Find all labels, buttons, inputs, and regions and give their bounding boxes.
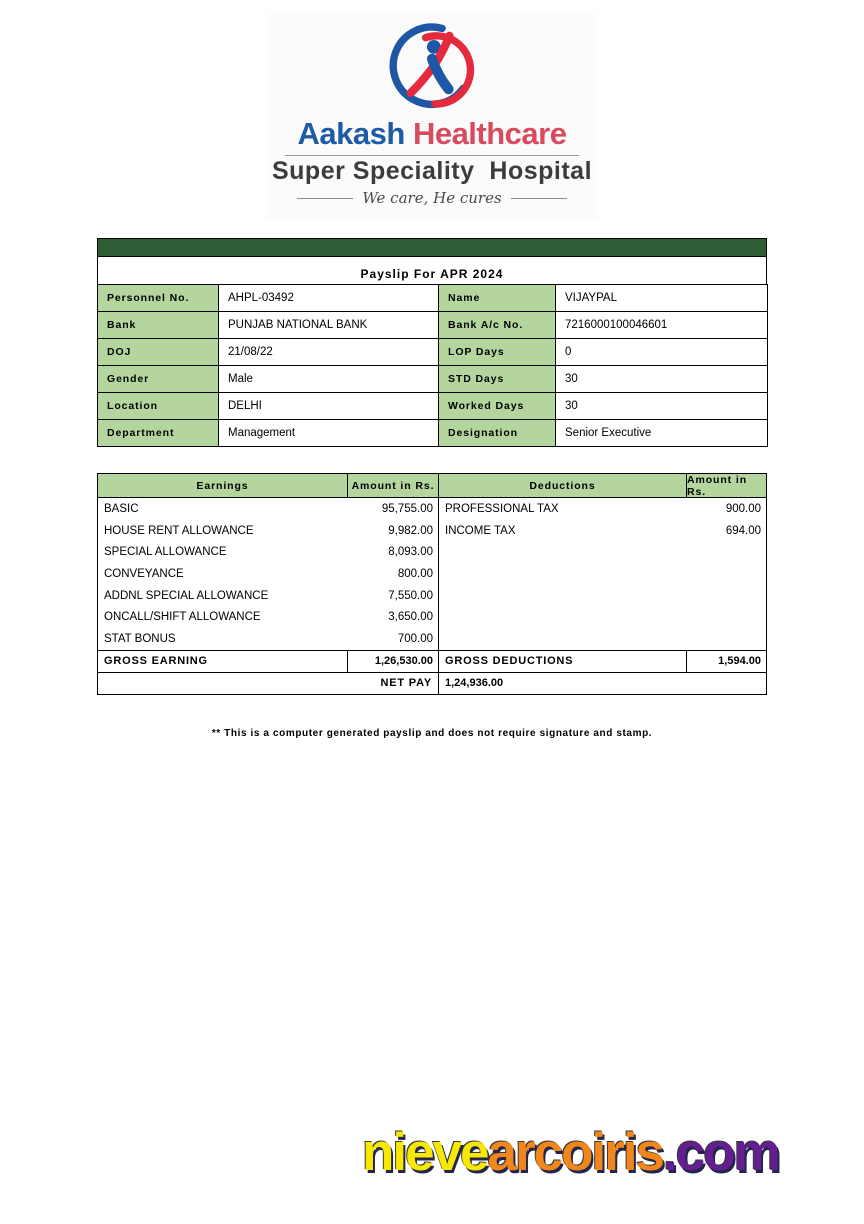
- earning-row: [98, 541, 438, 563]
- employee-info-table: [97, 284, 768, 447]
- earning-name: STAT BONUS: [104, 632, 176, 645]
- earning-name: BASIC: [104, 502, 139, 515]
- deduction-row: [439, 606, 766, 628]
- earning-row: [98, 585, 438, 607]
- gross-deductions-amount: 1,594.00: [718, 655, 761, 668]
- brand-tagline-row: [297, 189, 566, 207]
- info-value: 7216000100046601: [556, 312, 768, 339]
- column-header-amount: Amount in Rs.: [348, 474, 439, 497]
- info-label: Worked Days: [439, 393, 556, 420]
- info-value: VIJAYPAL: [556, 285, 768, 312]
- net-pay-label: NET PAY: [98, 673, 439, 694]
- info-value: 21/08/22: [219, 339, 439, 366]
- brand-divider: [285, 155, 579, 156]
- computer-generated-note: ** This is a computer generated payslip and does not require signature and stamp.: [211, 727, 653, 739]
- info-label: Name: [439, 285, 556, 312]
- info-label: Location: [98, 393, 219, 420]
- earning-name: HOUSE RENT ALLOWANCE: [104, 524, 254, 537]
- earning-name: SPECIAL ALLOWANCE: [104, 546, 227, 559]
- hospital-logo-block: [267, 14, 597, 219]
- hospital-logo-icon: [386, 22, 478, 114]
- earning-name: CONVEYANCE: [104, 567, 184, 580]
- tagline-dash-left: [297, 198, 353, 199]
- earning-row: [98, 498, 438, 520]
- deductions-column: [439, 498, 766, 650]
- gross-earning-amount: 1,26,530.00: [348, 651, 439, 672]
- brand-subtitle: Super Speciality Hospital: [271, 157, 593, 185]
- table-row: [98, 366, 768, 393]
- earning-amount: 3,650.00: [388, 611, 433, 624]
- site-watermark: [362, 1122, 779, 1183]
- deduction-row: [439, 541, 766, 563]
- deduction-amount: 694.00: [725, 524, 761, 537]
- earnings-table-body: [98, 498, 766, 650]
- info-label: Personnel No.: [98, 285, 219, 312]
- earning-amount: 95,755.00: [381, 502, 433, 515]
- info-label: DOJ: [98, 339, 219, 366]
- brand-tagline: We care, He cures: [362, 189, 502, 207]
- info-value: Male: [219, 366, 439, 393]
- payslip-header-bar: [97, 238, 767, 257]
- info-value: DELHI: [219, 393, 439, 420]
- info-value: 30: [556, 366, 768, 393]
- info-value: 30: [556, 393, 768, 420]
- deduction-name: INCOME TAX: [445, 524, 516, 537]
- brand-name-aakash: Aakash: [297, 116, 405, 151]
- earning-amount: 700.00: [397, 632, 433, 645]
- info-label: Bank: [98, 312, 219, 339]
- earning-name: ONCALL/SHIFT ALLOWANCE: [104, 611, 261, 624]
- earning-name: ADDNL SPECIAL ALLOWANCE: [104, 589, 269, 602]
- earnings-column: [98, 498, 439, 650]
- brand-name-healthcare: Healthcare: [412, 116, 567, 151]
- table-row: [98, 312, 768, 339]
- info-value: Management: [219, 420, 439, 447]
- info-value: 0: [556, 339, 768, 366]
- earning-amount: 7,550.00: [388, 589, 433, 602]
- table-row: [98, 285, 768, 312]
- column-header-amount: Amount in Rs.: [687, 473, 748, 498]
- earning-amount: 9,982.00: [388, 524, 433, 537]
- info-value: Senior Executive: [556, 420, 768, 447]
- watermark-part-nieve: nieve: [362, 1123, 488, 1182]
- earning-row: [98, 628, 438, 650]
- deduction-row: [439, 628, 766, 650]
- earnings-table-header: [98, 474, 766, 498]
- earning-row: [98, 520, 438, 542]
- info-label: STD Days: [439, 366, 556, 393]
- table-row: [98, 420, 768, 447]
- table-row: [98, 339, 768, 366]
- info-label: Gender: [98, 366, 219, 393]
- deduction-row: [439, 563, 766, 585]
- info-label: LOP Days: [439, 339, 556, 366]
- net-pay-row: [98, 672, 766, 694]
- info-label: Department: [98, 420, 219, 447]
- column-header-deductions: Deductions: [439, 474, 687, 497]
- table-row: [98, 393, 768, 420]
- info-label: Bank A/c No.: [439, 312, 556, 339]
- tagline-dash-right: [511, 198, 567, 199]
- payslip-document: [97, 238, 767, 739]
- deduction-amount: 900.00: [725, 502, 761, 515]
- info-value: AHPL-03492: [219, 285, 439, 312]
- brand-name: [298, 116, 567, 152]
- watermark-part-arcoiris: arcoiris: [487, 1123, 664, 1182]
- watermark-part-com: .com: [663, 1123, 779, 1182]
- deduction-row: [439, 520, 766, 542]
- payslip-title: Payslip For APR 2024: [97, 256, 767, 285]
- earning-row: [98, 606, 438, 628]
- net-pay-amount: 1,24,936.00: [445, 677, 504, 690]
- earning-row: [98, 563, 438, 585]
- info-label: Designation: [439, 420, 556, 447]
- gross-deductions-label: GROSS DEDUCTIONS: [439, 651, 687, 672]
- column-header-earnings: Earnings: [98, 474, 348, 497]
- earning-amount: 8,093.00: [388, 546, 433, 559]
- deduction-row: [439, 498, 766, 520]
- info-value: PUNJAB NATIONAL BANK: [219, 312, 439, 339]
- deduction-row: [439, 585, 766, 607]
- earnings-deductions-table: [97, 473, 767, 695]
- deduction-name: PROFESSIONAL TAX: [445, 502, 559, 515]
- gross-earning-label: GROSS EARNING: [98, 651, 348, 672]
- gross-totals-row: [98, 650, 766, 672]
- earning-amount: 800.00: [397, 567, 433, 580]
